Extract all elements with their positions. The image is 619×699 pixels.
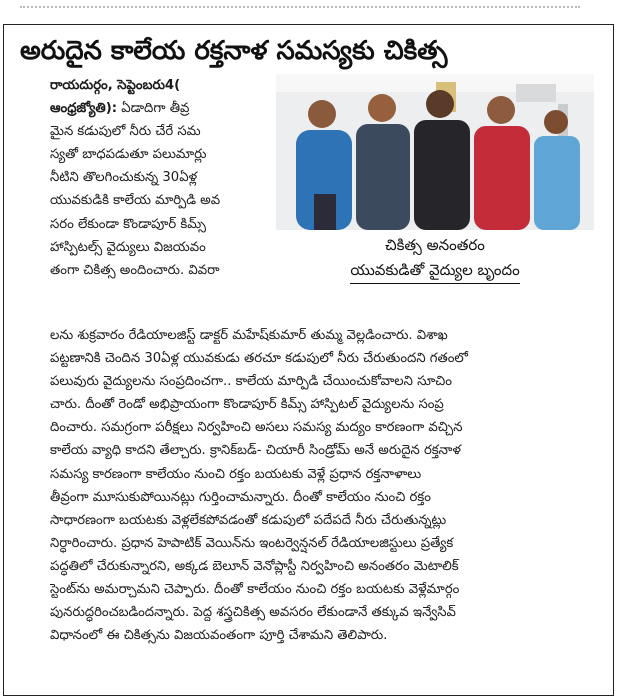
- column-line: తంగా చికిత్స అందించారు. వివరా: [50, 262, 220, 278]
- column-line: ఏడాదిగా తీవ్ర: [121, 101, 190, 117]
- body-line: సాధారణంగా బయటకు వెళ్లలేకపోవడంతో కడుపులో పదేపదే నీరు చేరుతున్నట్లు: [50, 512, 447, 528]
- dateline-row: [50, 74, 270, 97]
- top-dotted-rule: [20, 6, 580, 14]
- column-line: స్యతో బాధపడుతూ పలుమార్లు: [50, 147, 207, 163]
- dateline-row-2: [50, 97, 270, 120]
- body-line: పలువురు వైద్యులను సంప్రదించగా.. కాలేయ మార్పిడి చేయించుకోవాలని సూచిం: [50, 374, 452, 390]
- dateline-source: ఆంధ్రజ్యోతి):: [50, 101, 118, 117]
- caption-line-1: చికిత్స అనంతరం: [385, 236, 485, 254]
- body-line: నిర్ధారించారు. ప్రధాన హెపాటిక్ వెయిన్‌ను ఇంటర్వెన్షనల్ రేడియాలజిస్టులు ప్రత్యేక: [50, 535, 454, 551]
- doctors-group-photo: [276, 74, 594, 230]
- column-line: యువకుడికి కాలేయ మార్పిడి అవ: [50, 193, 221, 209]
- column-line: సరం లేకుండా కొండాపూర్ కిమ్స్: [50, 216, 206, 232]
- dateline: రాయదుర్గం, సెప్టెంబరు4(: [50, 78, 181, 93]
- article-headline: అరుదైన కాలేయ రక్తనాళ సమస్యకు చికిత్స: [20, 36, 448, 66]
- column-line: హాస్పిటల్స్ వైద్యులు విజయవం: [50, 239, 206, 255]
- body-line: స్టెంట్‌ను అమర్చామని చెప్పారు. దీంతో కాలేయం నుంచి రక్తం బయటకు వెళ్లేమార్గం: [50, 582, 460, 598]
- body-line: చారు. దీంతో రెండో అభిప్రాయంగా కొండాపూర్ కిమ్స్ హాస్పిటల్ వైద్యులను సంప్ర: [50, 397, 444, 413]
- body-line: కాలేయ వ్యాధి కాదని తేల్చారు. క్రానిక్‌బడ్‌- చియారీ సిండ్రోమ్ అనే అరుదైన రక్తనాళ: [50, 443, 462, 459]
- column-line: మైన కడుపులో నీరు చేరే సమ: [50, 124, 201, 140]
- body-line: లను శుక్రవారం రేడియాలజిస్ట్ డాక్టర్ మహేష్‌కుమార్ తుమ్మ వెల్లడించారు. విశాఖ: [50, 328, 448, 343]
- body-line: విధానంలో ఈ చికిత్సను విజయవంతంగా పూర్తి చేశామని తెలిపారు.: [50, 628, 388, 644]
- body-line: తీవ్రంగా మూసుకుపోయినట్లు గుర్తించామన్నారు. దీంతో కాలేయం నుంచి రక్తం: [50, 489, 431, 505]
- body-line: దించారు. సమగ్రంగా పరీక్షలు నిర్వహించి అసలు సమస్య మద్యం కారణంగా వచ్చిన: [50, 420, 463, 436]
- body-line: పునరుద్ధరించబడిందన్నారు. పెద్ద శస్త్రచికిత్స అవసరం లేకుండానే తక్కువ ఇన్వేసివ్: [50, 605, 456, 621]
- article-body: [50, 324, 605, 647]
- body-line: పట్టణానికి చెందిన 30ఏళ్ల యువకుడు తరచూ కడుపులో నీరు చేరుతుందని గతంలో: [50, 351, 468, 367]
- caption-line-2: యువకుడితో వైద్యుల బృందం: [350, 258, 519, 284]
- article-photo: [276, 74, 594, 230]
- body-line: పద్ధతిలో చేరుకున్నారని, అక్కడ బెలూన్ వెనోప్లాస్టీ నిర్వహించి అనంతరం మెటాలిక్: [50, 558, 459, 574]
- article-column: [50, 74, 270, 282]
- column-line: నీటిని తొలగించుకున్న 30ఏళ్ల: [50, 170, 198, 186]
- photo-caption: [276, 233, 594, 284]
- body-line: సమస్య కారణంగా కాలేయం నుంచి రక్తం బయటకు వెళ్లే ప్రధాన రక్తనాళాలు: [50, 466, 422, 482]
